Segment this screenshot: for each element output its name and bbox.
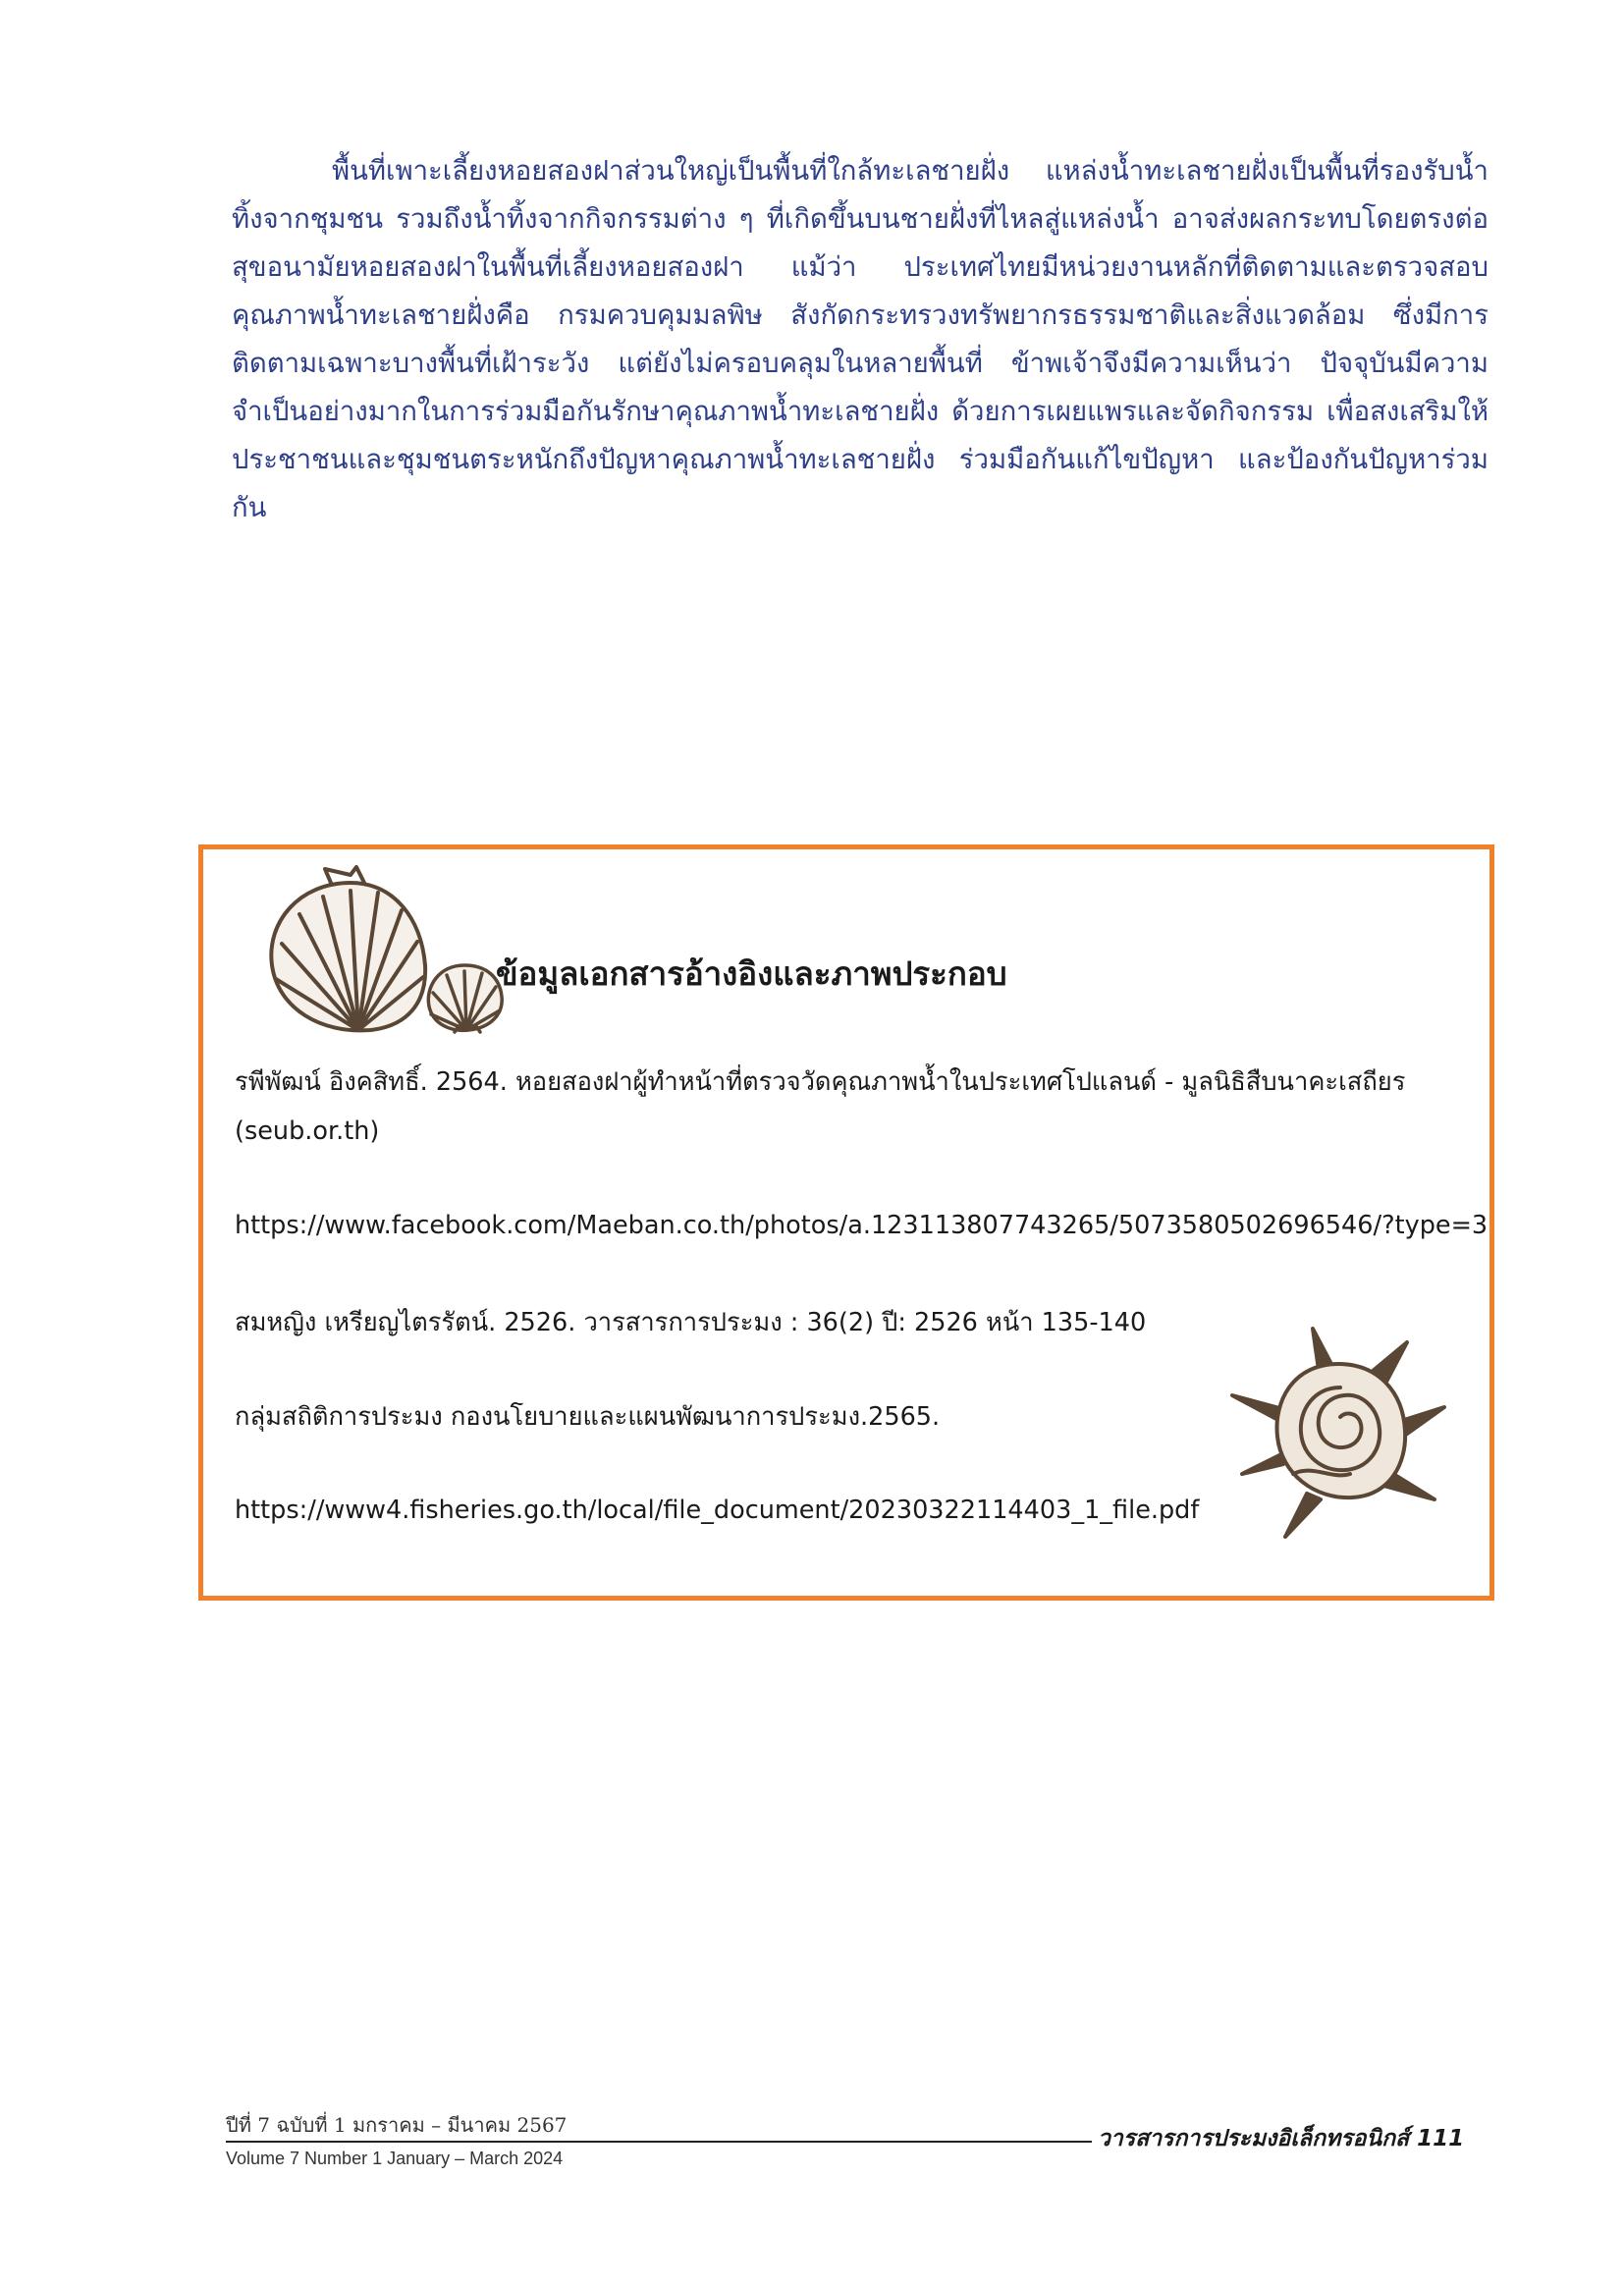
footer-divider (226, 2141, 1092, 2143)
reference-item: สมหญิง เหรียญไตรรัตน์. 2526. วารสารการประมง : 36(2) ปี: 2526 หน้า 135-140 (235, 1308, 1147, 1337)
references-box (198, 844, 1494, 1601)
reference-item: กลุ่มสถิติการประมง กองนโยบายและแผนพัฒนาการประมง.2565. (235, 1402, 941, 1432)
spiky-snail-shell-icon (1224, 1327, 1450, 1543)
scallop-shell-icon (260, 863, 435, 1038)
reference-link[interactable]: https://www.facebook.com/Maeban.co.th/photos/a.123113807743265/5073580502696546/?type=3 (235, 1211, 1489, 1240)
references-title: ข้อมูลเอกสารอ้างอิงและภาพประกอบ (496, 954, 1007, 993)
footer-volume-thai: ปีที่ 7 ฉบับที่ 1 มกราคม – มีนาคม 2567 (226, 2113, 568, 2137)
reference-link[interactable]: https://www4.fisheries.go.th/local/file_document/20230322114403_1_file.pdf (235, 1496, 1200, 1525)
footer-volume (226, 2109, 567, 2169)
footer-journal-page: วารสารการประมงอิเล็กทรอนิกส์ 111 (1098, 2126, 1465, 2151)
footer-volume-english: Volume 7 Number 1 January – March 2024 (226, 2149, 564, 2168)
body-paragraph: พื้นที่เพาะเลี้ยงหอยสองฝาส่วนใหญ่เป็นพื้นที่ใกล้ทะเลชายฝั่ง แหล่งน้ำทะเลชายฝั่งเป็นพื้นที่รองรับน้ำทิ้งจากชุมชน รวมถึงน้ำทิ้งจากกิจกรรมต่าง ๆ ที่เกิดขึ้นบนชายฝั่งที่ไหลสู่แหล่งน้ำ อาจส่งผลกระทบโดยตรงต่อสุขอนามัยหอยสองฝาในพื้นที่เลี้ยงหอยสองฝา แม้ว่า ประเทศไทยมีหน่วยงานหลักที่ติดตามและตรวจสอบคุณภาพน้ำทะเลชายฝั่งคือ กรมควบคุมมลพิษ สังกัดกระทรวงทรัพยากรธรรมชาติและสิ่งแวดล้อม ซึ่งมีการติดตามเฉพาะบางพื้นที่เฝ้าระวัง แต่ยังไม่ครอบคลุมในหลายพื้นที่ ข้าพเจ้าจึงมีความเห็นว่า ปัจจุบันมีความจำเป็นอย่างมากในการร่วมมือกันรักษาคุณภาพน้ำทะเลชายฝั่ง ด้วยการเผยแพรและจัดกิจกรรม เพื่อสงเสริมให้ประชาชนและชุมชนตระหนักถึงปัญหาคุณภาพน้ำทะเลชายฝั่ง ร่วมมือกันแก้ไขปัญหา และป้องกันปัญหาร่วมกัน (232, 155, 1489, 523)
reference-item: รพีพัฒน์ อิงคสิทธิ์. 2564. หอยสองฝาผู้ทำหน้าที่ตรวจวัดคุณภาพน้ำในประเทศโปแลนด์ - มูลนิธิสืบนาคะเสถียร (seub.or.th) (235, 1067, 1406, 1146)
